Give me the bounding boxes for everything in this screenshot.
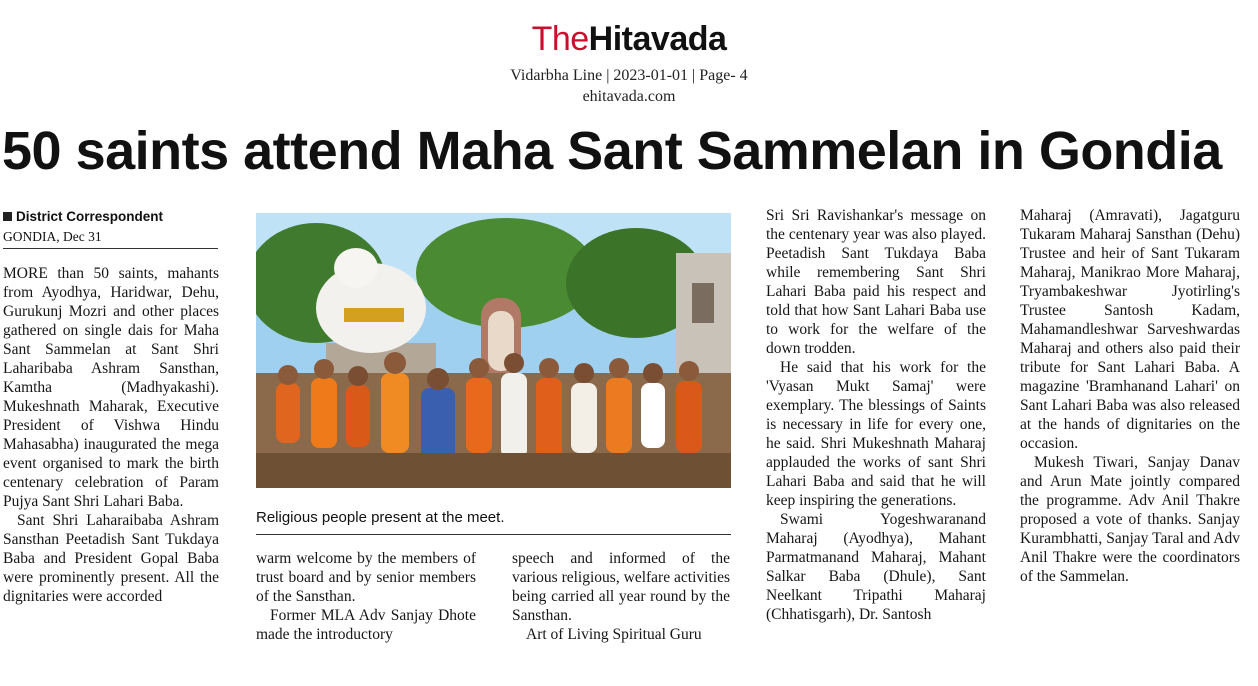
byline-text: District Correspondent bbox=[16, 209, 164, 224]
dateline: GONDIA, Dec 31 bbox=[3, 228, 218, 249]
paragraph: speech and informed of the various religious, welfare activities being carried all year round by the Sansthan. bbox=[512, 550, 730, 624]
masthead bbox=[0, 20, 1258, 58]
paragraph: warm welcome by the members of trust board and by senior members of the Sansthan. bbox=[256, 550, 476, 605]
newspaper-logo[interactable] bbox=[0, 20, 1258, 58]
logo-the: The bbox=[531, 20, 589, 58]
paragraph: Mukesh Tiwari, Sanjay Danav and Arun Mate jointly compared the programme. Adv Anil Thakre proposed a vote of thanks. Sanjay Kurambhatti, Sanjay Taral and Adv Anil Thakre were the coordinators of the Sammelan. bbox=[1020, 454, 1240, 585]
logo-name: Hitavada bbox=[588, 20, 727, 58]
website-link[interactable]: ehitavada.com bbox=[582, 88, 676, 105]
bullet-square-icon bbox=[3, 212, 12, 221]
article-photo bbox=[256, 213, 731, 488]
article-column-2 bbox=[256, 549, 476, 649]
paragraph: Former MLA Adv Sanjay Dhote made the introductory bbox=[256, 607, 476, 643]
paragraph: Maharaj (Amravati), Jagatguru Tukaram Maharaj Sansthan (Dehu) Trustee and heir of Sant Tukaram Maharaj, Manikrao More Maharaj, Tryambakeshwar Jyotirling's Trustee Santosh Kadam, Mahamandleshwar Sarveshwardas Maharaj and others also paid their tribute for Sant Lahari Baba. A magazine 'Bramhanand Lahari' on Sant Lahari Baba was also released at the hands of dignitaries on the occasion. bbox=[1020, 207, 1240, 452]
article-column-5 bbox=[1020, 206, 1240, 646]
religious-gathering-photo bbox=[256, 213, 731, 488]
paragraph: He said that his work for the 'Vyasan Mukt Samaj' were exemplary. The blessings of Saints is necessary in life for every one, he said. Shri Mukeshnath Maharaj applauded the works of sant Shri Lahari Baba and said that he will keep inspiring the generations. bbox=[766, 359, 986, 509]
article-column-1 bbox=[3, 264, 219, 644]
paragraph: Sant Shri Laharaibaba Ashram Sansthan Peetadish Sant Tukdaya Baba and President Gopal Baba were prominently present. All the dignitaries were accorded bbox=[3, 512, 219, 605]
paragraph: MORE than 50 saints, mahants from Ayodhya, Haridwar, Dehu, Gurukunj Mozri and other places gathered on single dais for Maha Sant Sammelan at Sant Shri Laharibaba Ashram Sansthan, Kamtha (Madhyakashi). Mukeshnath Maharak, Executive President of Vishwa Hindu Mahasabha) inaugurated the mega event organised to mark the birth centenary celebration of Param Pujya Sant Shri Lahari Baba. bbox=[3, 265, 219, 510]
article-column-3 bbox=[512, 549, 730, 649]
paragraph: Sri Sri Ravishankar's message on the centenary year was also played. Peetadish Sant Tukdaya Baba while remembering Sant Shri Lahari Baba paid his respect and told that how Sant Lahari Baba use to work for the welfare of the down trodden. bbox=[766, 207, 986, 357]
paragraph: Swami Yogeshwaranand Maharaj (Ayodhya), Mahant Parmatmanand Maharaj, Mahant Salkar Baba (Dhule), Sant Neelkant Tripathi Maharaj (Chhatisgarh), Dr. Santosh bbox=[766, 511, 986, 623]
edition-info: Vidarbha Line | 2023-01-01 | Page- 4 bbox=[510, 67, 748, 84]
photo-caption: Religious people present at the meet. bbox=[256, 508, 731, 535]
paragraph: Art of Living Spiritual Guru bbox=[526, 626, 702, 643]
article-headline: 50 saints attend Maha Sant Sammelan in Gondia bbox=[2, 121, 1222, 181]
byline bbox=[3, 208, 218, 225]
article-column-4 bbox=[766, 206, 986, 646]
